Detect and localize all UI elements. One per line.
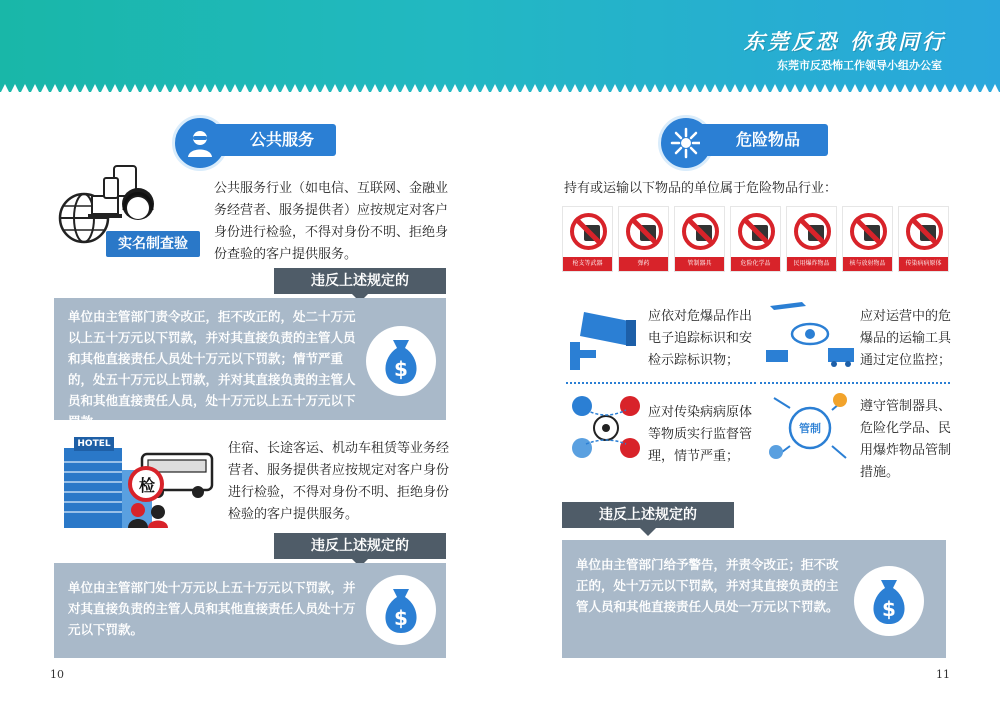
svg-text:$: $ xyxy=(882,597,896,621)
sign-label: 管制器具 xyxy=(675,257,724,271)
item-control-text: 遵守管制器具、危险化学品、民用爆炸物品管制措施。 xyxy=(860,399,952,480)
header-slogan: 东莞反恐 你我同行 xyxy=(743,29,946,54)
header-zigzag-edge xyxy=(0,80,1000,94)
header-org: 东莞市反恐怖工作领导小组办公室 xyxy=(777,59,942,72)
cctv-camera-icon xyxy=(566,302,640,372)
violation-tag-2 xyxy=(274,533,446,559)
sign-ammunition xyxy=(618,206,669,272)
section-title-public-service: 公共服务业 xyxy=(214,124,336,156)
item-tracking-text: 应依对危爆品作出电子追踪标识和安检示踪标识物； xyxy=(648,309,753,368)
prohibition-icon xyxy=(682,213,719,250)
sign-label: 危险化学品 xyxy=(731,257,780,271)
svg-text:$: $ xyxy=(394,357,408,381)
header-band xyxy=(0,0,1000,92)
divider-dots xyxy=(760,382,950,384)
sign-radioactive xyxy=(842,206,893,272)
penalty-text-1: 单位由主管部门责令改正，拒不改正的，处二十万元以上五十万元以下罚款，并对其直接负责的主管人员和其他直接责任人员处十万元以下罚款；情节严重的，处五十万元以上罚款，并对其直接负责的主管人员和其他直接责任人员，处十万元以上五十万元以下罚款。 xyxy=(68,309,356,429)
sign-hazardous-chemicals xyxy=(730,206,781,272)
prohibition-icon xyxy=(794,213,831,250)
money-bag-icon xyxy=(366,326,436,396)
control-label: 管制 xyxy=(799,422,821,435)
item-pathogen-text: 应对传染病病原体等物质实行监督管理，情节严重； xyxy=(648,405,753,464)
prohibition-signs-row xyxy=(562,206,950,274)
divider-dots xyxy=(566,382,756,384)
transport-service-paragraph: 住宿、长途客运、机动车租赁等业务经营者、服务提供者应按规定对客户身份进行检验，不得对身份不明、拒绝身份检验的客户提供服务。 xyxy=(228,441,450,522)
hazard-intro: 持有或运输以下物品的单位属于危险物品行业： xyxy=(564,181,838,196)
public-service-paragraph: 公共服务行业（如电信、互联网、金融业务经营者、服务提供者）应按规定对客户身份进行检验，不得对身份不明、拒绝身份查验的客户提供服务。 xyxy=(214,181,449,262)
prohibition-icon xyxy=(738,213,775,250)
violation-tag-1-label: 违反上述规定的 xyxy=(311,273,409,289)
sign-weapons xyxy=(562,206,613,272)
violation-tag-1 xyxy=(274,268,446,294)
page-number-left: 10 xyxy=(50,668,64,681)
prohibition-icon xyxy=(626,213,663,250)
sign-pathogens xyxy=(898,206,949,272)
sign-label: 传染病病原体 xyxy=(899,257,948,271)
prohibition-icon xyxy=(570,213,607,250)
violation-tag-3 xyxy=(562,502,734,528)
sign-civil-explosives xyxy=(786,206,837,272)
sign-label: 弹药 xyxy=(619,257,668,271)
penalty-box-2 xyxy=(54,563,446,658)
check-mark-text: 检 xyxy=(138,476,155,495)
prohibition-icon xyxy=(906,213,943,250)
penalty-box-1 xyxy=(54,298,446,429)
section-title-hazard-goods: 危险物品行业 xyxy=(700,124,828,156)
money-bag-icon xyxy=(854,566,924,636)
sign-label: 核与放射物品 xyxy=(843,257,892,271)
penalty-text-2: 单位由主管部门处十万元以上五十万元以下罚款，并对其直接负责的主管人员和其他直接责任人员处十万元以下罚款。 xyxy=(68,580,356,637)
money-bag-icon xyxy=(366,575,436,645)
sign-label: 民用爆炸物品 xyxy=(787,257,836,271)
sign-label: 枪支等武器 xyxy=(563,257,612,271)
item-monitoring-text: 应对运营中的危爆品的运输工具通过定位监控； xyxy=(860,309,952,368)
violation-tag-3-label: 违反上述规定的 xyxy=(599,507,697,523)
page-number-right: 11 xyxy=(936,668,950,681)
penalty-box-3 xyxy=(562,540,946,658)
tag-notch xyxy=(640,528,656,536)
pathogen-icon xyxy=(566,390,646,462)
violation-tag-2-label: 违反上述规定的 xyxy=(311,538,409,554)
penalty-text-3: 单位由主管部门给予警告，并责令改正；拒不改正的，处十万元以下罚款，并对其直接负责的主管人员和其他直接责任人员处一万元以下罚款。 xyxy=(576,557,839,614)
sign-controlled-tools xyxy=(674,206,725,272)
real-name-check-badge: 实名制查验 xyxy=(106,231,200,257)
transport-monitoring-icon xyxy=(762,298,858,370)
prohibition-icon xyxy=(850,213,887,250)
svg-text:$: $ xyxy=(394,606,408,630)
hotel-sign: HOTEL xyxy=(74,437,114,451)
